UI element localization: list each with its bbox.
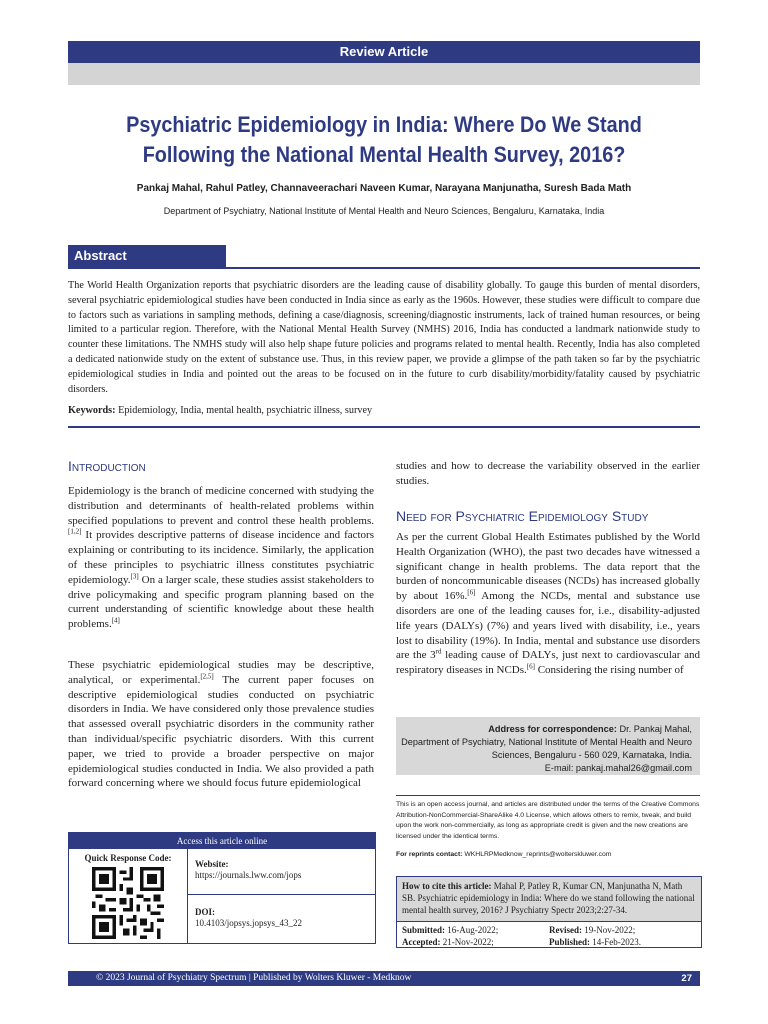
- header-gray-band: [68, 63, 700, 85]
- how-to-cite: How to cite this article: Mahal P, Patley R, Kumar CN, Manjunatha N, Math SB. Psychiatric epidemiology in India: Where do we stand following the national mental health survey, 2016? J Psychiatry Spectr 2023;2:27-34.: [397, 877, 701, 921]
- citation-ref[interactable]: [6]: [526, 662, 535, 671]
- qr-panel: [69, 849, 188, 943]
- section-label-bar: [68, 41, 700, 63]
- keywords-divider: [68, 426, 700, 428]
- title-line-2: Following the National Mental Health Survey, 2016?: [142, 142, 626, 167]
- page-footer: [68, 971, 700, 986]
- page-number: 27: [681, 973, 692, 984]
- correspondence-email[interactable]: E-mail: pankaj.mahal26@gmail.com: [544, 763, 692, 773]
- abstract-heading: Abstract: [68, 245, 226, 267]
- need-section-heading: Need for Psychiatric Epidemiology Study: [396, 508, 649, 524]
- citation-ref[interactable]: [1,2]: [68, 527, 82, 536]
- keywords-label: Keywords:: [68, 405, 116, 416]
- reprints-email[interactable]: WKHLRPMedknow_reprints@wolterskluwer.com: [462, 851, 612, 858]
- website-link[interactable]: https://journals.lww.com/jops: [195, 870, 302, 880]
- revised-date: 19-Nov-2022;: [582, 925, 636, 935]
- citation-box: [396, 876, 702, 948]
- correspondence-label: Address for correspondence:: [488, 724, 617, 734]
- doi-link[interactable]: 10.4103/jopsys.jopsys_43_22: [195, 918, 303, 928]
- introduction-paragraph-2: These psychiatric epidemiological studies may be descriptive, analytical, or experimental.[2,5] The current paper focuses on descriptive epidemiological studies conducted on psychiatric disorders in India. We have considered only those prevalence studies that assessed overall psychiatric disorders in the community rather than individual/specific psychiatric disorders. With this current paper, we tried to provide a broader perspective on major epidemiological studies conducted in India. We also provided a path forward concerning where we should focus future epidemiological: [68, 659, 374, 790]
- reprints-contact: For reprints contact: WKHLRPMedknow_reprints@wolterskluwer.com: [396, 851, 612, 858]
- submitted-date: 16-Aug-2022;: [445, 925, 499, 935]
- introduction-heading: Introduction: [68, 458, 146, 474]
- copyright-text: © 2023 Journal of Psychiatry Spectrum | Published by Wolters Kluwer - Medknow: [96, 973, 412, 983]
- affiliation: Department of Psychiatry, National Institute of Mental Health and Neuro Sciences, Bengaluru, Karnataka, India: [163, 206, 605, 216]
- access-online-box: [68, 832, 376, 944]
- doi-label: DOI:: [195, 907, 215, 917]
- published-date: 14-Feb-2023.: [590, 937, 642, 947]
- section-label: Review Article: [339, 44, 429, 59]
- abstract-header: [68, 245, 700, 269]
- article-dates: Submitted: 16-Aug-2022; Revised: 19-Nov-2022; Accepted: 21-Nov-2022; Published: 14-Feb-2023.: [397, 921, 701, 950]
- keywords-value: Epidemiology, India, mental health, psychiatric illness, survey: [118, 405, 373, 416]
- introduction-paragraph-1: Epidemiology is the branch of medicine concerned with studying the distribution and determinants of health-related problems within specified populations to prevent and control these health problems.[1,2] It provides descriptive patterns of disease incidence and factors explaining or contributing to its incidence. Similarly, the application of these principles to psychiatric illness constitutes psychiatric epidemiology.[3] On a larger scale, these studies assist stakeholders to drive policymaking and specific program planning based on the current understanding of scientific knowledge about these health problems.[4]: [68, 485, 374, 631]
- citation-ref[interactable]: [4]: [111, 616, 120, 625]
- qr-label: Quick Response Code:: [84, 853, 172, 863]
- abstract-text: The World Health Organization reports that psychiatric disorders are the leading cause of disability globally. To gauge this burden of mental disorders, several psychiatric epidemiological studies have been conducted in India since as early as the 1960s. However, these studies were difficult to compare due to factors such as variations in sampling methods, defining a case/diagnosis, screening/diagnostic instruments, lack of trained human resources, or being limited to a particular region. Therefore, with the National Mental Health Survey (NMHS) 2016, India has conducted a landmark nationwide study to counter these limitations. The NMHS study will also help shape future policies and programs related to mental health. Recently, India has also completed a dedicated nationwide study on the extent of substance use. Thus, in this review paper, we provide a glimpse of the path taken so far by the psychiatric epidemiological studies in India and pointed out the areas to be focused on in the future to curb disability/morbidity/fatality caused by psychiatric disorders.: [68, 280, 700, 395]
- license-divider: [396, 795, 700, 796]
- access-title: Access this article online: [69, 833, 375, 849]
- website-panel: [187, 849, 375, 895]
- license-text: This is an open access journal, and articles are distributed under the terms of the Creative Commons Attribution-NonCommercial-ShareAlike 4.0 License, which allows others to remix, tweak, and build upon the work non-commercially, as long as appropriate credit is given and the new creations are licensed under the identical terms.: [396, 801, 700, 840]
- author-list: Pankaj Mahal, Rahul Patley, Channaveerachari Naveen Kumar, Narayana Manjunatha, Suresh Bada Math: [136, 183, 632, 194]
- doi-panel: [187, 895, 375, 943]
- continuation-paragraph: studies and how to decrease the variability observed in the earlier studies.: [396, 460, 700, 487]
- keywords: [68, 405, 700, 416]
- article-title: [100, 110, 669, 170]
- need-section-paragraph: As per the current Global Health Estimates published by the World Health Organization (WHO), the past two decades have witnessed a significant change in health problems. The data report that the burden of noncommunicable diseases (NCDs) has increased globally by about 16%.[6] Among the NCDs, mental and substance use disorders are one of the leading causes for, i.e., disability-adjusted life years (DALYs) (7%) and years lived with disability, i.e., years lost to disability (19%). In India, mental and substance use disorders are the 3rd leading cause of DALYs, just next to cardiovascular and respiratory diseases in NCDs.[6] Considering the rising number of: [396, 531, 700, 677]
- citation-ref[interactable]: [2,5]: [200, 672, 214, 681]
- citation-ref[interactable]: [3]: [130, 572, 139, 581]
- accepted-date: 21-Nov-2022;: [440, 937, 494, 947]
- correspondence-box: Address for correspondence: Dr. Pankaj Mahal, Department of Psychiatry, National Institute of Mental Health and Neuro Sciences, Bengaluru - 560 029, Karnataka, India. E-mail: pankaj.mahal26@gmail.com: [396, 717, 700, 775]
- qr-code-icon[interactable]: [92, 867, 164, 939]
- title-line-1: Psychiatric Epidemiology in India: Where Do We Stand: [126, 112, 642, 137]
- website-label: Website:: [195, 859, 229, 869]
- citation-ref[interactable]: [6]: [467, 588, 476, 597]
